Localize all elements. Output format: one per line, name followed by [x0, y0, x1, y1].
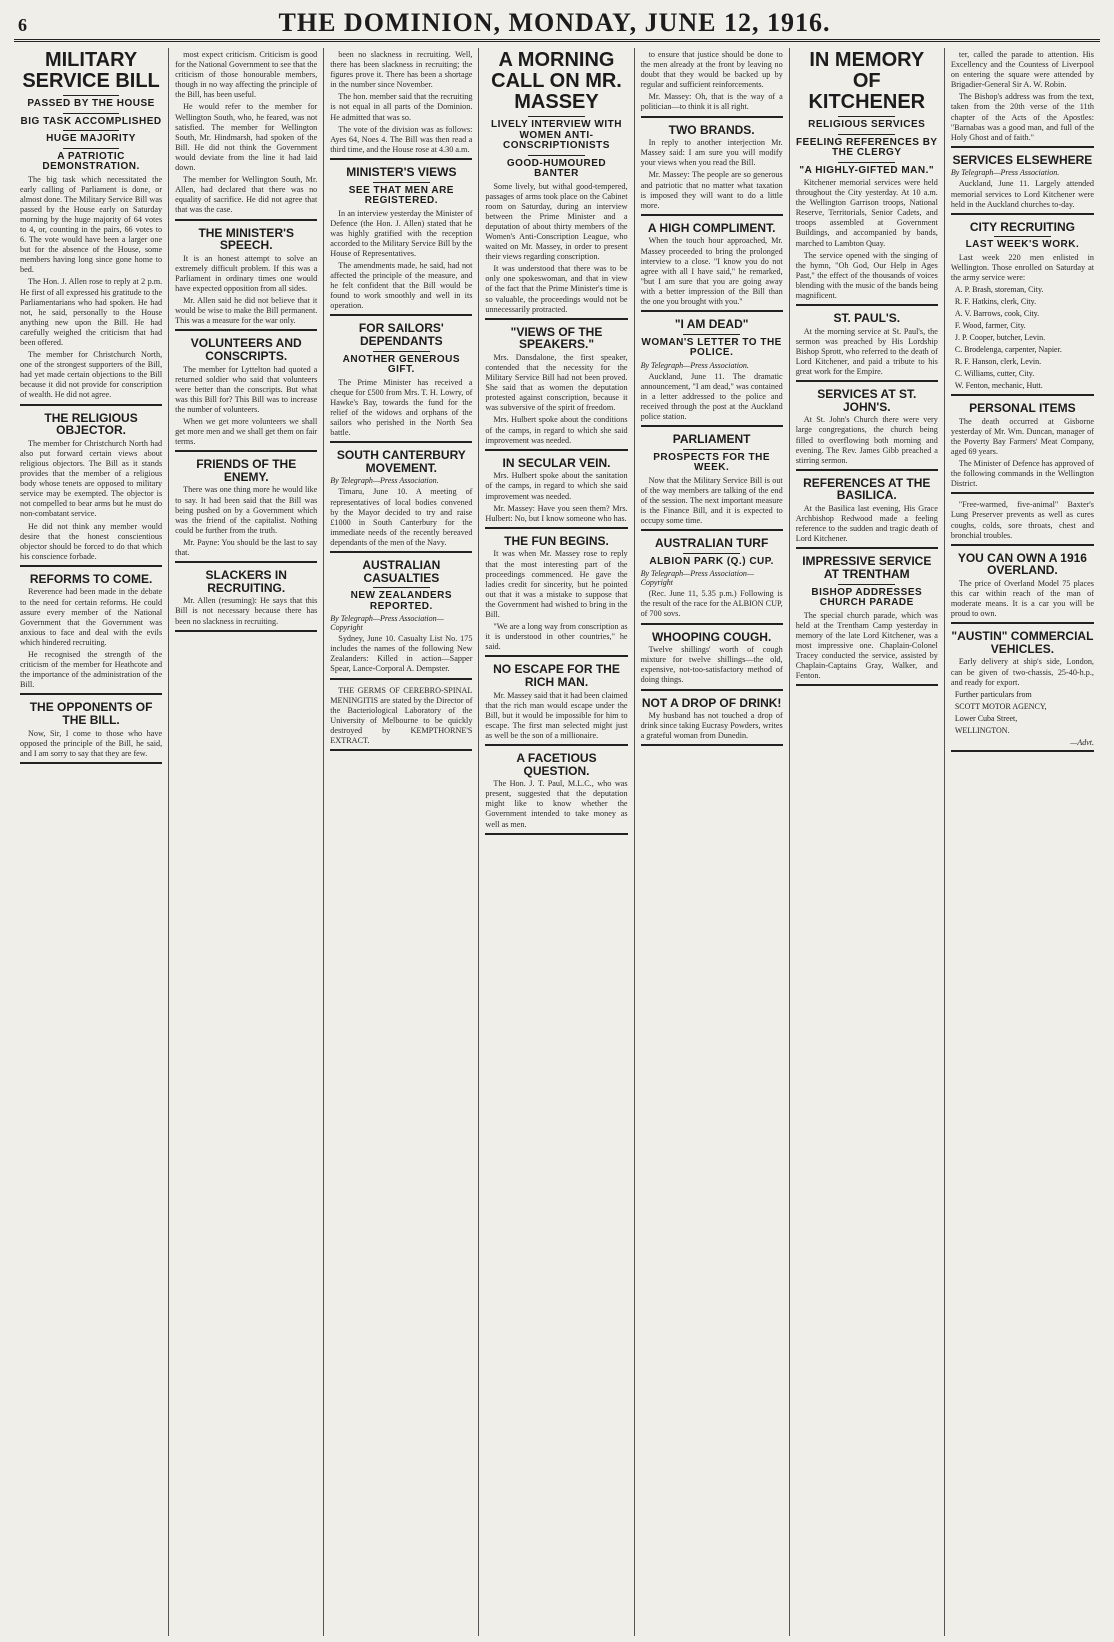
article-headline: FRIENDS OF THE ENEMY.	[196, 457, 297, 484]
article-paragraph: It is an honest attempt to solve an extremely difficult problem. If this was a Parliament in ordinary times one would have expected opposition from all sides.	[175, 253, 318, 293]
list-item: R. F. Hanson, clerk, Levin.	[954, 357, 1042, 367]
article-separator	[485, 449, 627, 451]
article-paragraph: Auckland, June 11. Largely attended memorial services to Lord Kitchener were held in the Auckland churches to-day.	[950, 179, 1094, 209]
divider	[838, 134, 895, 135]
article-separator	[796, 469, 938, 471]
article-separator	[20, 404, 162, 406]
article	[175, 50, 317, 221]
article-separator	[485, 655, 627, 657]
article-separator	[641, 310, 783, 312]
article-headline: A MORNING CALL ON MR. MASSEY	[491, 49, 622, 113]
article-separator	[951, 394, 1094, 396]
article-headline: WHOOPING COUGH.	[651, 629, 772, 644]
article-paragraph: Mrs. Hulbert spoke about the sanitation of the camps, in regard to which she said improvement was needed.	[485, 471, 628, 501]
article-paragraph: The member for Lyttelton had quoted a returned soldier who said that volunteers were better than the conscripts. But what was this Bill for? This Bill was to increase the number of volunteers.	[175, 364, 318, 414]
article-paragraph: When the touch hour approached, Mr. Massey proceeded to bring the prolonged interview to a close. "I know you do not agree with all I have said," he remarked, "but I am sure that you are going away with a better impression of the Bill than the one you brought with you."	[640, 236, 783, 306]
article	[951, 630, 1094, 751]
article-separator	[330, 441, 472, 443]
columns-container	[14, 48, 1100, 1636]
article	[175, 337, 317, 452]
article-headline: MINISTER'S VIEWS	[346, 164, 457, 179]
divider	[683, 553, 740, 554]
article-subhead: SEE THAT MEN ARE REGISTERED.	[348, 184, 454, 207]
article-paragraph: Mr. Allen (resuming): He says that this Bill is not necessary because there has been no slackness in recruiting.	[175, 596, 318, 626]
article	[485, 752, 627, 835]
article-byline: By Telegraph—Press Association.	[330, 476, 439, 486]
article	[20, 701, 162, 763]
article-headline: A HIGH COMPLIMENT.	[647, 220, 776, 235]
masthead	[14, 8, 1100, 42]
article-separator	[175, 630, 317, 632]
article	[330, 449, 472, 553]
article-paragraph: He did not think any member would desire that the honest conscientious objector should be forced to do that which his conscience forbade.	[20, 521, 163, 561]
article-paragraph: Mrs. Hulbert spoke about the conditions of the camps, in regard to which she said improvement was needed.	[485, 415, 628, 445]
list-item: J. P. Cooper, butcher, Levin.	[954, 333, 1046, 343]
article-paragraph: The Minister of Defence has approved of the following commands in the Wellington District.	[950, 459, 1094, 489]
divider	[528, 116, 585, 117]
article	[330, 559, 472, 680]
article-separator	[175, 450, 317, 452]
article	[485, 457, 627, 529]
article-paragraph: The service opened with the singing of the hymn, "Oh God, Our Help in Ages Past," the effect of the thousands of voices blending with the music of the bands being magnificent.	[795, 250, 938, 301]
article-subhead: FEELING REFERENCES BY THE CLERGY	[795, 136, 938, 158]
article-paragraph: Now, Sir, I come to those who have opposed the principle of the Bill, he said, and I am sorry to say that they are few.	[20, 728, 163, 758]
article-paragraph: Kitchener memorial services were held throughout the City yesterday. At 10 a.m. the Wellington Garrison troops, National Reserve, Territorials, Senior Cadets, and troops assembled at Government Buildings, and accompanied by bands, marched to Lambton Quay.	[795, 178, 938, 248]
article-separator	[20, 693, 162, 695]
article-paragraph: The death occurred at Gisborne yesterday of Mr. Wm. Duncan, manager of the Poverty Bay Farmers' Meat Company, aged 69 years.	[950, 416, 1094, 456]
article	[330, 166, 472, 317]
article-paragraph: Last week 220 men enlisted in Wellington. Those enrolled on Saturday at the army service were:	[950, 252, 1094, 282]
article-separator	[330, 551, 472, 553]
article-separator	[330, 158, 472, 160]
divider	[373, 351, 430, 352]
article-paragraph: Mr. Allen said he did not believe that it would be wise to make the Bill permanent. This was a measure for the war only.	[175, 296, 318, 326]
article	[485, 326, 627, 451]
article-headline: A FACETIOUS QUESTION.	[516, 751, 597, 778]
article-paragraph: Reverence had been made in the debate to the need for certain reforms. He could assure every member of the National Government that the Government was anxious to face and deal with the evils which hindered recruiting.	[20, 587, 163, 647]
article	[175, 458, 317, 563]
article-byline: By Telegraph—Press Association.	[640, 360, 749, 370]
article-paragraph: He recognised the strength of the criticism of the member for Heathcote and the importance of the administration of the Bill.	[20, 650, 163, 690]
article-paragraph: There was one thing more he would like to say. It had been said that the Bill was being pushed on by a Government which was the friend of the capitalist. Nothing could be further from the truth.	[175, 485, 318, 535]
article-subhead: PROSPECTS FOR THE WEEK.	[653, 451, 771, 474]
divider	[683, 334, 740, 335]
divider	[838, 162, 895, 163]
article-separator	[175, 329, 317, 331]
article	[175, 227, 317, 332]
article	[796, 388, 938, 471]
divider	[373, 587, 430, 588]
article-subhead: LAST WEEK'S WORK.	[965, 239, 1080, 251]
article-separator	[951, 146, 1094, 148]
article-paragraph: Sydney, June 10. Casualty List No. 175 includes the names of the following New Zealanders: Killed in action—Sapper Spear, Lance-Corporal A. Dempster.	[330, 634, 473, 674]
article	[330, 686, 472, 752]
article-paragraph: Auckland, June 11. The dramatic announcement, "I am dead," was contained in a letter addressed to the police and received through the post at the Auckland police station.	[640, 371, 783, 422]
article-paragraph: ter, called the parade to attention. His Excellency and the Countess of Liverpool on entering the square were attended by Brigadier-General Sir A. W. Robin.	[950, 50, 1094, 90]
article-subhead: LIVELY INTERVIEW WITH WOMEN ANTI-CONSCRIPTIONISTS	[491, 119, 622, 151]
article-paragraph: At the morning service at St. Paul's, the sermon was preached by His Lordship Bishop Sprott, who referred to the death of Lord Kitchener, and paid a tribute to his great work for the Empire.	[795, 326, 938, 377]
article	[641, 537, 783, 624]
article-separator	[330, 314, 472, 316]
article-headline: SLACKERS IN RECRUITING.	[205, 568, 287, 595]
column-1	[14, 48, 169, 1636]
article-separator	[175, 219, 317, 221]
article-paragraph: In an interview yesterday the Minister of Defence (the Hon. J. Allen) stated that he was highly gratified with the reception accorded to the Military Service Bill by the House of Representatives.	[330, 208, 473, 258]
article-separator	[641, 214, 783, 216]
article-subhead: ALBION PARK (Q.) CUP.	[649, 555, 774, 567]
article	[20, 50, 162, 406]
article-separator	[951, 544, 1094, 546]
article	[641, 222, 783, 312]
list-item: WELLINGTON.	[954, 725, 1010, 735]
article-separator	[641, 744, 783, 746]
article-headline: PARLIAMENT	[672, 432, 751, 447]
article-paragraph: At St. John's Church there were very large congregations, the church being filled to overflowing both morning and evening. The Rev. James Gibb preached a stirring sermon.	[795, 415, 938, 465]
article-headline: REFERENCES AT THE BASILICA.	[803, 475, 931, 503]
article-subhead: NEW ZEALANDERS REPORTED.	[350, 590, 453, 612]
article-paragraph: (Rec. June 11, 5.35 p.m.) Following is the result of the race for the ALBION CUP, of 700 sovs.	[640, 589, 783, 619]
page-number: 6	[18, 15, 27, 35]
column-7	[945, 48, 1100, 1636]
advertisement-mark: —Advt.	[1070, 737, 1094, 747]
article-paragraph: to ensure that justice should be done to the men already at the front by leaving no doubt that they would be backed up by regular and sufficient reinforcements.	[640, 50, 783, 90]
article-paragraph: Mr. Massey: Oh, that is the way of a politician—to think it is all right.	[640, 92, 783, 112]
article-paragraph: Early delivery at ship's side, London, can be given of two-chassis, 25-40-h.p., and ready for export.	[950, 657, 1094, 687]
article-headline: YOU CAN OWN A 1916 OVERLAND.	[957, 550, 1087, 578]
divider	[63, 130, 120, 131]
article-separator	[20, 565, 162, 567]
column-5	[635, 48, 790, 1636]
article-headline: THE OPPONENTS OF THE BILL.	[29, 700, 153, 727]
divider	[528, 155, 585, 156]
article-subhead: RELIGIOUS SERVICES	[808, 119, 926, 130]
article-paragraph: At the Basilica last evening, His Grace Archbishop Redwood made a feeling reference to the sudden and tragic death of Lord Kitchener.	[795, 504, 938, 544]
article-byline: By Telegraph—Press Association—Copyright	[330, 614, 444, 633]
article-headline: NOT A DROP OF DRINK!	[641, 695, 782, 710]
article-separator	[951, 213, 1094, 215]
article	[641, 433, 783, 531]
article	[485, 50, 627, 320]
article-headline: IN SECULAR VEIN.	[502, 455, 611, 470]
article-headline: SOUTH CANTERBURY MOVEMENT.	[336, 448, 466, 475]
article-headline: AUSTRALIAN CASUALTIES	[362, 557, 441, 585]
article-byline: By Telegraph—Press Association.	[950, 168, 1060, 178]
article-separator	[796, 684, 938, 686]
article	[20, 573, 162, 696]
article-paragraph: "We are a long way from conscription as it is understood in other countries," he said.	[485, 622, 628, 652]
article-paragraph: The Prime Minister has received a cheque for £500 from Mrs. T. H. Lowry, of Hawke's Bay, towards the fund for the relief of the widows and orphans of the sailors who perished in the North Sea battle.	[330, 377, 473, 438]
article-headline: REFORMS TO COME.	[29, 571, 153, 586]
list-item: C. Williams, cutter, City.	[954, 369, 1035, 379]
article-headline: TWO BRANDS.	[668, 122, 755, 137]
article-paragraph: The amendments made, he said, had not affected the principle of the measure, and he felt confident that the Bill would be found to work smoothly and well in its operation.	[330, 261, 473, 311]
article-headline: SERVICES AT ST. JOHN'S.	[817, 387, 917, 414]
article-headline: NO ESCAPE FOR THE RICH MAN.	[493, 662, 620, 689]
article-headline: THE MINISTER'S SPEECH.	[198, 225, 294, 253]
article-separator	[485, 833, 627, 835]
article	[796, 477, 938, 550]
article	[641, 631, 783, 691]
article	[951, 154, 1094, 215]
article-separator	[796, 380, 938, 382]
article-subhead: A PATRIOTIC DEMONSTRATION.	[42, 150, 140, 172]
article-subhead: BIG TASK ACCOMPLISHED	[20, 115, 162, 127]
divider	[838, 584, 895, 585]
list-item: Lower Cuba Street,	[954, 713, 1018, 723]
article-paragraph: been no slackness in recruiting. Well, there has been slackness in recruiting; the figures prove it. There has been a shortage in the number since November.	[330, 50, 473, 90]
column-3	[324, 48, 479, 1636]
article-paragraph: It was understood that there was to be only one spokeswoman, and that in view of the fact that the Prime Minister's time is so valuable, the proceedings would not be unnecessarily protracted.	[485, 264, 628, 314]
article-separator	[20, 762, 162, 764]
article-headline: "VIEWS OF THE SPEAKERS."	[510, 324, 603, 352]
article-headline: "I AM DEAD"	[674, 317, 749, 332]
divider	[683, 449, 740, 450]
article	[796, 50, 938, 306]
column-4	[479, 48, 634, 1636]
article	[951, 50, 1094, 148]
article-paragraph: It was when Mr. Massey rose to reply that the most interesting part of the proceedings commenced. He gave the ladies credit for sincerity, but he pointed out that it was a mistake to suppose that the Government had wished to bring in the Bill.	[485, 549, 628, 619]
article-paragraph: most expect criticism. Criticism is good for the National Government to see that the criticism of those honourable members, though in no way affecting the principle of the Bill, has been useful.	[175, 50, 318, 100]
divider	[63, 148, 120, 149]
article	[951, 402, 1094, 494]
article-separator	[641, 425, 783, 427]
list-item: C. Brodelenga, carpenter, Napier.	[954, 345, 1062, 355]
article	[641, 697, 783, 747]
article-separator	[641, 116, 783, 118]
article-paragraph: Mr. Massey said that it had been claimed that the rich man would escape under the Bill, but it would be impossible for him to escape. The first man selected might just as well be the son of a millionaire.	[485, 690, 628, 740]
article	[330, 322, 472, 443]
article-separator	[641, 689, 783, 691]
article-separator	[796, 304, 938, 306]
article-headline: THE FUN BEGINS.	[504, 533, 609, 548]
article-headline: CITY RECRUITING	[969, 219, 1075, 234]
article	[20, 412, 162, 567]
article-paragraph: The member for Wellington South, Mr. Allen, had declared that there was no equality of sacrifice. He did not agree that that was the case.	[175, 175, 318, 215]
article-paragraph: The hon. member said that the recruiting is not equal in all parts of the Dominion. He admitted that was so.	[330, 92, 473, 122]
article-subhead: ANOTHER GENEROUS GIFT.	[342, 353, 461, 376]
article-paragraph: Twelve shillings' worth of cough mixture for twelve shillings—the old, expensive, not-too-satisfactory method of doing things.	[640, 645, 783, 685]
article-separator	[951, 492, 1094, 494]
list-item: A. V. Barrows, cook, City.	[954, 309, 1040, 319]
article	[951, 221, 1094, 396]
column-6	[790, 48, 945, 1636]
article-byline: By Telegraph—Press Association—Copyright	[640, 569, 755, 588]
article-subhead: WOMAN'S LETTER TO THE POLICE.	[641, 336, 782, 359]
article-paragraph: In reply to another interjection Mr. Massey said: I am sure you will modify your views when you read the Bill.	[640, 138, 783, 168]
article-separator	[796, 547, 938, 549]
article-headline: FOR SAILORS' DEPENDANTS	[358, 321, 444, 349]
article	[641, 50, 783, 118]
article-paragraph: Mr. Massey: The people are so generous and patriotic that no matter what taxation is imposed they will want to do a little more.	[640, 170, 783, 210]
article-separator	[330, 678, 472, 680]
article-paragraph: The price of Overland Model 75 places this car within reach of the man of moderate means. It is a car you will be proud to own.	[950, 578, 1094, 619]
divider	[994, 236, 1051, 237]
article-headline: MILITARY SERVICE BILL	[22, 49, 160, 92]
article-paragraph: The vote of the division was as follows: Ayes 64, Noes 4. The Bill was then read a third time, and the House rose at 4.30 a.m.	[330, 124, 473, 154]
article	[641, 318, 783, 427]
article-paragraph: "Free-warmed, five-animal" Baxter's Lung Preserver prevents as well as cures coughs, colds, sore throats, chest and bronchial troubles.	[950, 500, 1094, 540]
article-paragraph: The Hon. J. T. Paul, M.L.C., who was present, suggested that the deputation might like to know whether the Government intended to take money as well as men.	[485, 779, 628, 829]
article-separator	[485, 527, 627, 529]
article	[796, 555, 938, 686]
article-subhead: GOOD-HUMOURED BANTER	[506, 157, 607, 179]
article-subhead: HUGE MAJORITY	[46, 133, 136, 144]
article-paragraph: The special church parade, which was held at the Trentham Camp yesterday in memory of the late Lord Kitchener, was a most impressive one. Chaplain-Colonel Tracey conducted the service, assisted by Chaplain-Captains Gray, Walker, and Fenton.	[795, 610, 938, 681]
divider	[373, 182, 430, 183]
article-separator	[641, 623, 783, 625]
article-headline: AUSTRALIAN TURF	[654, 536, 769, 551]
article-headline: THE RELIGIOUS OBJECTOR.	[44, 410, 138, 438]
article-paragraph: Mr. Massey: Have you seen them? Mrs. Hulbert: No, but I know someone who has.	[485, 503, 628, 523]
article-headline: IN MEMORY OF KITCHENER	[808, 49, 926, 113]
article-paragraph: He would refer to the member for Wellington South, who, he feared, was not satisfied. The member for Wellington South, Mr. Hindmarsh, had spoken of the Bill. He did not think the Government would deviate from the line it had laid down.	[175, 102, 318, 173]
article	[951, 500, 1094, 545]
article-headline: VOLUNTEERS AND CONSCRIPTS.	[190, 336, 302, 363]
article-separator	[641, 529, 783, 531]
article	[485, 535, 627, 658]
list-item: Further particulars from	[954, 689, 1032, 699]
article-paragraph: When we get more volunteers we shall get more men and we shall get them on fair terms.	[175, 417, 318, 447]
article-paragraph: Now that the Military Service Bill is out of the way members are talking of the end of the session. The next important measure is the Finance Bill, and it is expected to occupy some time.	[640, 475, 783, 526]
article-separator	[485, 318, 627, 320]
article-paragraph: The member for Christchurch North had also put forward certain views about religious objectors. The Bill as it stands provides that the member of a religious body whose tenets are opposed to military service may be exempted. The objector is not compelled to bear arms but he must do non-combatant service.	[20, 438, 163, 519]
article	[796, 312, 938, 382]
article-paragraph: Mrs. Dansdalone, the first speaker, contended that the necessity for the Military Service Bill had not been proved. She said that as women the deputation protested against conscription, because it was subversive of the spirit of freedom.	[485, 352, 628, 413]
list-item: A. P. Brash, storeman, City.	[954, 285, 1044, 295]
article-subhead: BISHOP ADDRESSES CHURCH PARADE	[811, 586, 923, 609]
article-separator	[951, 750, 1094, 752]
article-headline: ST. PAUL'S.	[833, 311, 901, 326]
article-paragraph: The Bishop's address was from the text, taken from the 20th verse of the 11th chapter of the Acts of the Apostles: "Barnabas was a good man, and full of the Holy Ghost and of faith."	[950, 92, 1094, 142]
list-item: R. F. Hatkins, clerk, City.	[954, 297, 1037, 307]
list-item: W. Fenton, mechanic, Hutt.	[954, 381, 1043, 391]
article-paragraph: The Hon. J. Allen rose to reply at 2 p.m. He first of all expressed his gratitude to the Parliamentarians who had spoken. He had not, he said, personally to the House anything new upon the Bill. He had carefully weighed the criticism that had been offered.	[20, 277, 163, 347]
list-item: F. Wood, farmer, City.	[954, 321, 1026, 331]
article-headline: PERSONAL ITEMS	[969, 401, 1076, 416]
column-2	[169, 48, 324, 1636]
article	[485, 663, 627, 746]
article-separator	[175, 561, 317, 563]
article-separator	[330, 749, 472, 751]
article	[175, 569, 317, 631]
article-headline: "AUSTIN" COMMERCIAL VEHICLES.	[951, 629, 1094, 656]
article-paragraph: Mr. Payne: You should be the last to say that.	[175, 537, 318, 558]
divider	[63, 95, 120, 96]
list-item: SCOTT MOTOR AGENCY,	[954, 701, 1047, 711]
article-paragraph: My husband has not touched a drop of drink since taking Eucrasy Powders, writes a grateful woman from Dunedin.	[640, 711, 783, 741]
article	[330, 50, 472, 160]
newspaper-title: THE DOMINION, MONDAY, JUNE 12, 1916.	[278, 8, 831, 37]
article-separator	[951, 622, 1094, 624]
article-subhead: "A HIGHLY-GIFTED MAN."	[799, 164, 935, 176]
article-subhead: PASSED BY THE HOUSE	[27, 98, 155, 109]
article-paragraph: Timaru, June 10. A meeting of representatives of local bodies convened by the Mayor decided to try and raise £1000 in South Canterbury for the immediate needs of the recently bereaved dependants of the men of the Navy.	[330, 487, 473, 547]
article-headline: SERVICES ELSEWHERE	[952, 152, 1093, 167]
article-headline: IMPRESSIVE SERVICE AT TRENTHAM	[802, 554, 932, 581]
article-paragraph: Some lively, but withal good-tempered, passages of arms took place on the Cabinet room on Saturday, during an interview between the Prime Minister and a deputation of about thirty members of the Women's Anti-Conscription League, who waited on Mr. Massey, in order to present their views regarding conscription.	[485, 181, 628, 262]
article-paragraph: THE GERMS OF CEREBRO-SPINAL MENINGITIS are stated by the Director of the Bacteriological Laboratory of the University of Melbourne to be quickly destroyed by KEMPTHORNE'S EXTRACT.	[330, 685, 473, 745]
article	[951, 552, 1094, 625]
divider	[63, 113, 120, 114]
article	[641, 124, 783, 216]
divider	[838, 116, 895, 117]
article-separator	[485, 744, 627, 746]
article-paragraph: The member for Christchurch North, one of the strongest supporters of the Bill, had yet made certain objections to the Bill because it did not provide for conscription of wealth. He did not agree.	[20, 350, 163, 400]
article-paragraph: The big task which necessitated the early calling of Parliament is done, or almost done. The Military Service Bill was passed by the House early on Saturday morning by the huge majority of 64 votes to 4, or, counting in the pairs, 66 votes to 6. The vote would have been a larger one but for the absence of the House, some members having long since gone home to bed.	[20, 174, 163, 275]
